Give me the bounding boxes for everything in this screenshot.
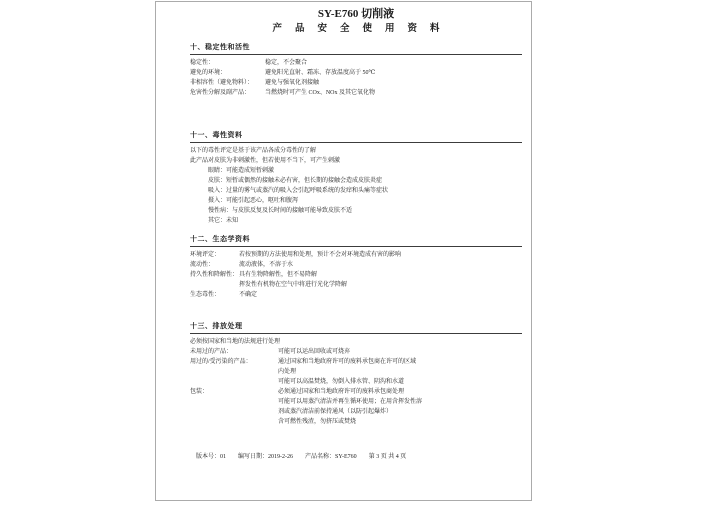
field-row — [190, 260, 522, 270]
value-line: 不确定 — [239, 292, 258, 298]
value-line: 避免与强氧化剂接触 — [265, 80, 320, 86]
field-value — [265, 58, 522, 68]
document-title: SY-E760 切削液 — [317, 8, 395, 20]
field-value — [265, 68, 522, 78]
field-label: 稳定性： — [190, 60, 215, 66]
text-line: 皮肤：短暂或偶然的接触未必有害，但长期的接触会造成皮肤炎症 — [208, 178, 383, 184]
footer-item: 编写日期：2019-2-26 — [238, 454, 294, 460]
field-row — [190, 357, 522, 387]
field-row — [190, 347, 522, 357]
value-line: 可能可以运出回收或可烧弃 — [278, 349, 351, 355]
text-line: 以下的毒性评定是基于该产品各成分毒性的了解 — [190, 148, 317, 154]
field-value — [239, 290, 522, 300]
page-footer — [196, 453, 406, 462]
value-line: 内处理 — [278, 369, 297, 375]
text-line: 其它：未知 — [208, 218, 239, 224]
field-row — [190, 250, 522, 260]
field-row — [190, 88, 522, 98]
footer-item: 第 3 页 共 4 页 — [368, 454, 407, 460]
section-3 — [190, 235, 522, 300]
section-1 — [190, 43, 522, 98]
value-line: 若按预期的方法使用和处理，预计不会对环境造成有害的影响 — [239, 252, 402, 258]
field-label: 危害性分解及副产品： — [190, 90, 251, 96]
field-label: 包装： — [190, 389, 209, 395]
text-line: 眼睛：可能造成短暂刺激 — [208, 168, 275, 174]
text-line: 此产品对皮肤为非刺激性，但若使用不当下，可产生刺激 — [190, 158, 341, 164]
field-label: 持久性和降解性： — [190, 272, 239, 278]
sections-container — [190, 43, 522, 427]
value-line: 可能可以高温焚烧，勿倒入排水管、阴沟和水道 — [278, 379, 405, 385]
text-line: 摄入：可能引起恶心，呕吐和腹泻 — [208, 198, 299, 204]
section-body — [190, 334, 522, 427]
value-line: 具有生物降解性，但不易降解 — [239, 272, 318, 278]
section-heading: 十二、生态学资料 — [190, 235, 522, 247]
field-label: 未用过的产品： — [190, 349, 233, 355]
field-label: 非相容性（避免物料）： — [190, 80, 254, 86]
field-value — [239, 270, 522, 290]
value-line: 流动液体，不溶于水 — [239, 262, 294, 268]
field-value — [239, 250, 522, 260]
value-line: 含可燃性残渣，勿挤压或焚烧 — [278, 419, 357, 425]
value-line: 挥发性有机物在空气中将进行光化学降解 — [239, 282, 348, 288]
section-2 — [190, 131, 522, 226]
field-label: 环境评定： — [190, 252, 221, 258]
document-page — [155, 1, 532, 501]
footer-item: 版本号：01 — [196, 454, 227, 460]
section-body — [190, 143, 522, 226]
field-label: 流动性： — [190, 262, 215, 268]
field-value — [278, 387, 522, 427]
value-line: 当燃烧时可产生 COx、NOx 及其它氧化物 — [265, 90, 376, 96]
field-row — [190, 68, 522, 78]
value-line: 避免阳光直射、霜冻、存放温度高于 50℃ — [265, 70, 376, 76]
field-value — [278, 347, 522, 357]
text-line: 吸入：过量的雾气或蒸汽的吸入会引起呼吸系统的发痒和头痛等症状 — [208, 188, 389, 194]
field-value — [265, 78, 522, 88]
field-row — [190, 290, 522, 300]
field-row — [190, 58, 522, 68]
footer-item: 产品名称：SY-E760 — [305, 454, 357, 460]
value-line: 稳定，不会聚合 — [265, 60, 308, 66]
field-value — [265, 88, 522, 98]
field-label: 避免的环境： — [190, 70, 227, 76]
section-4 — [190, 322, 522, 427]
section-heading: 十、稳定性和活性 — [190, 43, 522, 55]
section-heading: 十一、毒性资料 — [190, 131, 522, 143]
field-label: 生态毒性： — [190, 292, 221, 298]
section-body — [190, 55, 522, 98]
value-line: 可能可以用蒸汽清洁并再生循环使用；在用含挥发性溶 — [278, 399, 423, 405]
field-value — [239, 260, 522, 270]
field-label: 用过的/受污染的产品： — [190, 359, 252, 365]
document-content — [190, 2, 522, 427]
field-row — [190, 270, 522, 290]
text-line: 慢性病：与皮肤反复及长时间的接触可能导致皮肤不适 — [208, 208, 353, 214]
field-value — [278, 357, 522, 387]
document-subtitle: 产品安全使用资料 — [272, 24, 453, 34]
section-heading: 十三、排放处理 — [190, 322, 522, 334]
field-row — [190, 387, 522, 427]
section-body — [190, 247, 522, 300]
value-line: 必须通过国家和当地政府许可的废料承包商处理 — [278, 389, 405, 395]
text-line: 必须按国家和当地的法规进行处理 — [190, 339, 281, 345]
value-line: 通过国家和当地政府许可的废料承包商在许可的区域 — [278, 359, 417, 365]
value-line: 剂或蒸汽清洁前保持通风（以防引起爆炸） — [278, 409, 393, 415]
field-row — [190, 78, 522, 88]
